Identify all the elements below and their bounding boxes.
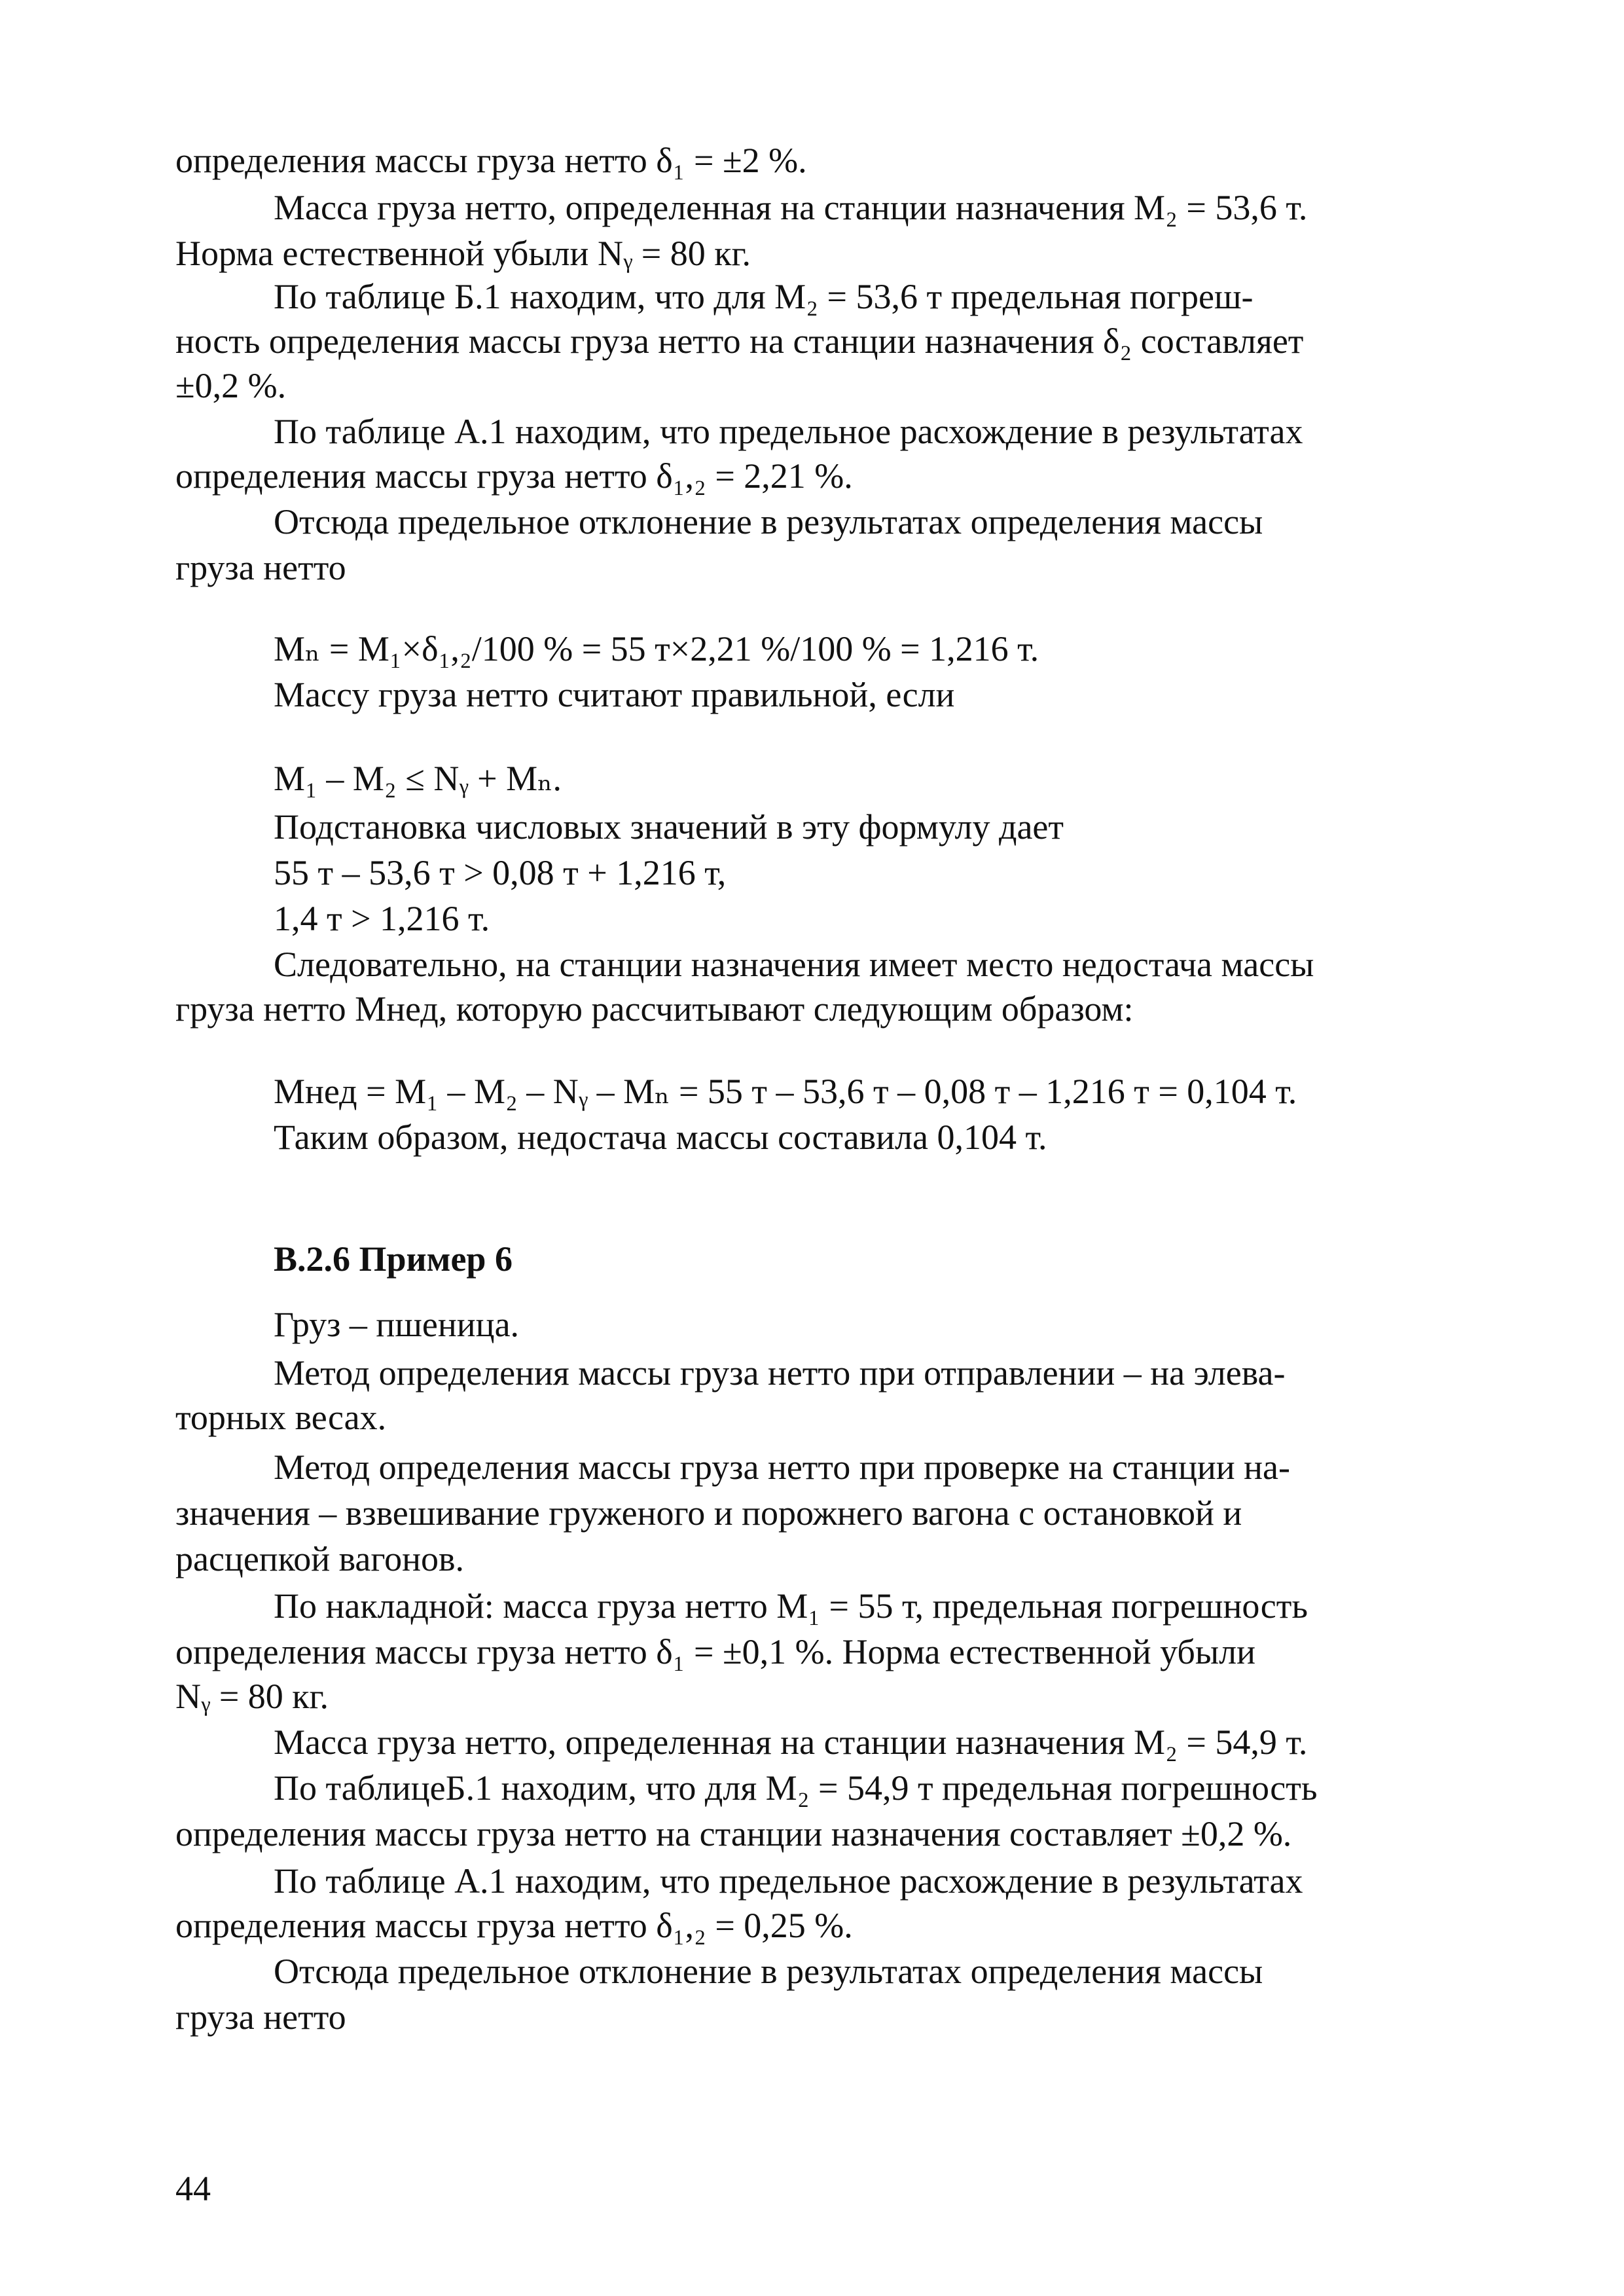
text-line: По накладной: масса груза нетто М₁ = 55 т, предельная погрешность	[274, 1586, 1308, 1626]
text-line: Метод определения массы груза нетто при проверке на станции на-	[274, 1448, 1291, 1487]
formula-line: 55 т – 53,6 т > 0,08 т + 1,216 т,	[274, 853, 727, 892]
page-number: 44	[175, 2169, 211, 2208]
text-line: Метод определения массы груза нетто при отправлении – на элева-	[274, 1353, 1286, 1393]
text-line: Nᵧ = 80 кг.	[175, 1677, 329, 1716]
text-line: Таким образом, недостача массы составила 0,104 т.	[274, 1118, 1047, 1157]
formula-line: Мнед = М₁ – М₂ – Nᵧ – Мₙ = 55 т – 53,6 т – 0,08 т – 1,216 т = 0,104 т.	[274, 1072, 1297, 1111]
text-line: ±0,2 %.	[175, 366, 287, 405]
text-line: Норма естественной убыли Nᵧ = 80 кг.	[175, 234, 751, 273]
text-line: Груз – пшеница.	[274, 1305, 520, 1344]
section-heading: В.2.6 Пример 6	[274, 1239, 513, 1279]
text-line: Следовательно, на станции назначения имеет место недостача массы	[274, 945, 1314, 984]
text-line: Масса груза нетто, определенная на станции назначения М₂ = 53,6 т.	[274, 188, 1308, 227]
text-line: определения массы груза нетто δ₁,₂ = 0,25 %.	[175, 1906, 853, 1945]
text-line: расцепкой вагонов.	[175, 1539, 465, 1578]
formula-line: 1,4 т > 1,216 т.	[274, 899, 490, 938]
text-line: определения массы груза нетто δ₁ = ±0,1 %. Норма естественной убыли	[175, 1632, 1256, 1671]
text-line: груза нетто	[175, 548, 346, 587]
text-line: По таблице А.1 находим, что предельное расхождение в результатах	[274, 412, 1303, 451]
text-line: определения массы груза нетто на станции назначения составляет ±0,2 %.	[175, 1814, 1292, 1853]
text-line: Подстановка числовых значений в эту формулу дает	[274, 807, 1064, 847]
text-line: определения массы груза нетто δ₁,₂ = 2,21 %.	[175, 456, 853, 496]
text-line: По таблице Б.1 находим, что для М₂ = 53,6 т предельная погреш-	[274, 277, 1254, 316]
text-line: Масса груза нетто, определенная на станции назначения М₂ = 54,9 т.	[274, 1722, 1308, 1762]
text-line: Отсюда предельное отклонение в результатах определения массы	[274, 1952, 1263, 1991]
text-line: Отсюда предельное отклонение в результатах определения массы	[274, 502, 1263, 541]
text-line: По таблице А.1 находим, что предельное расхождение в результатах	[274, 1861, 1303, 1901]
text-line: определения массы груза нетто δ₁ = ±2 %.	[175, 141, 807, 180]
text-line: Массу груза нетто считают правильной, если	[274, 675, 955, 714]
text-line: груза нетто Мнед, которую рассчитывают следующим образом:	[175, 989, 1134, 1029]
text-line: груза нетто	[175, 1997, 346, 2037]
text-line: торных весах.	[175, 1398, 387, 1437]
text-line: значения – взвешивание груженого и порожнего вагона с остановкой и	[175, 1493, 1242, 1533]
formula-line: Мₙ = М₁×δ₁,₂/100 % = 55 т×2,21 %/100 % = 1,216 т.	[274, 629, 1039, 668]
text-line: ность определения массы груза нетто на станции назначения δ₂ составляет	[175, 321, 1304, 361]
formula-line: М₁ – М₂ ≤ Nᵧ + Мₙ.	[274, 759, 562, 798]
text-line: По таблицеБ.1 находим, что для М₂ = 54,9 т предельная погрешность	[274, 1768, 1318, 1808]
